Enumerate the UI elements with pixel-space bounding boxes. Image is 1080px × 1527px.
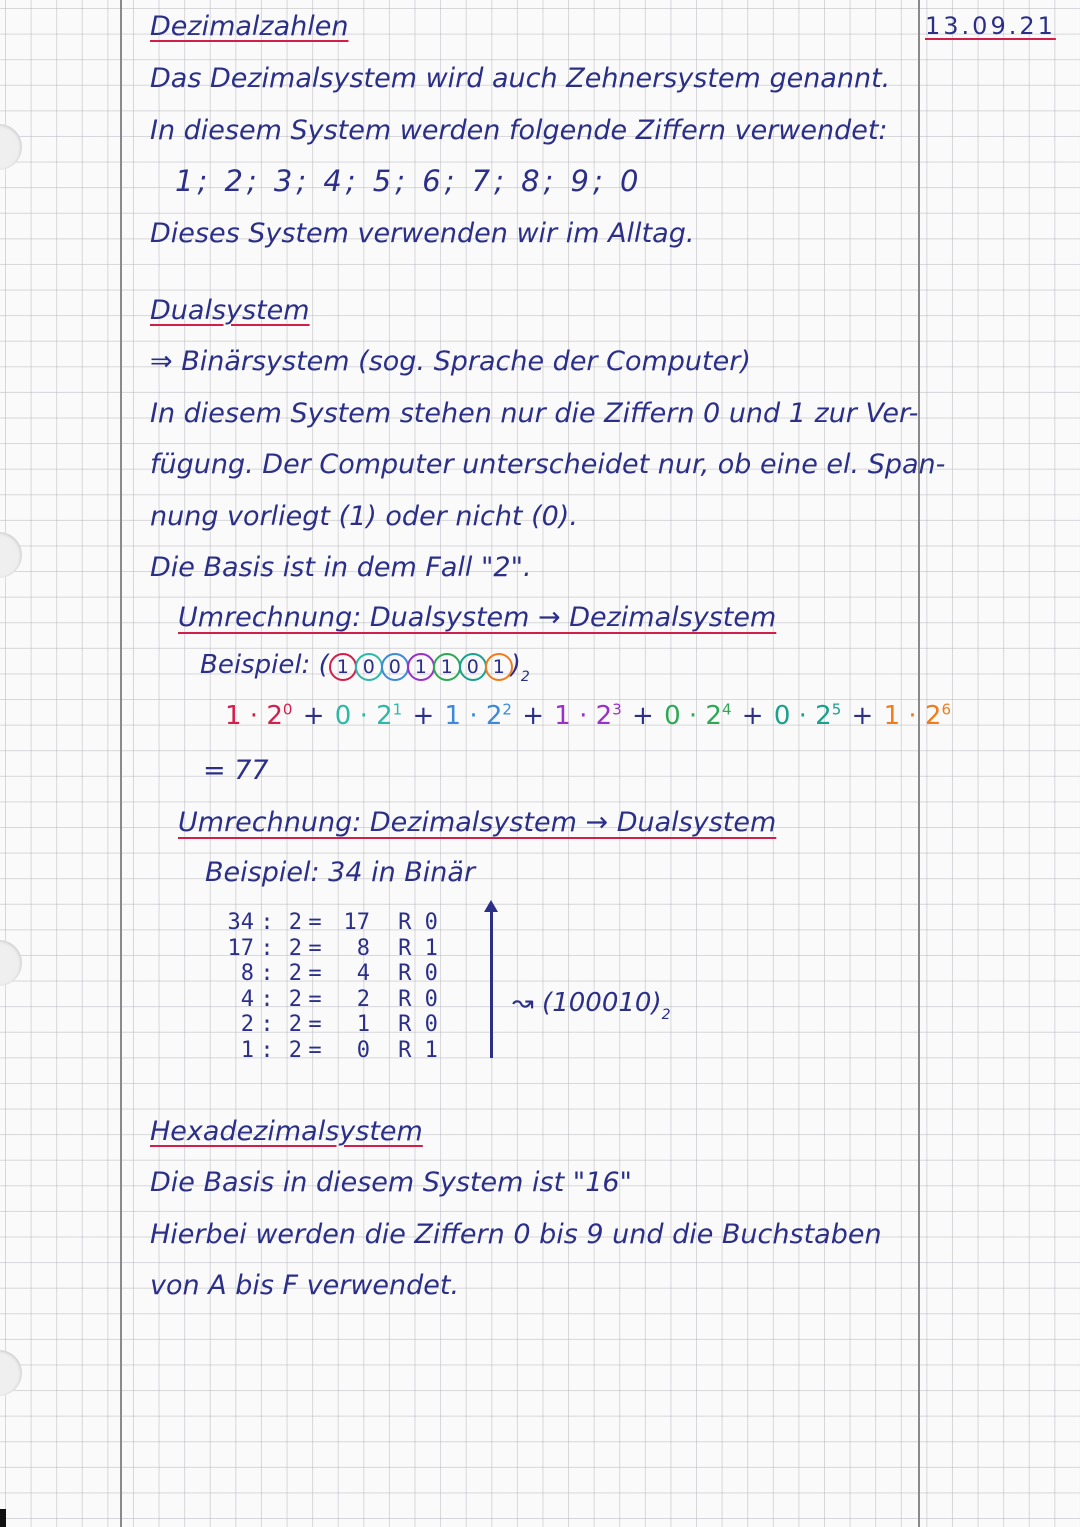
division-cell-op: : xyxy=(260,986,274,1012)
conversion-1-heading: Umrechnung: Dualsystem → Dezimalsystem xyxy=(178,602,777,633)
punch-hole xyxy=(0,124,22,170)
decimal-line-1: Das Dezimalsystem wird auch Zehnersystem genannt. xyxy=(150,63,891,94)
formula-term: $1 \cdot 2^2$ xyxy=(444,700,512,731)
division-table xyxy=(220,910,448,1064)
formula-term: $1 \cdot 2^6$ xyxy=(883,700,952,731)
division-cell-quotient: 4 xyxy=(356,961,370,987)
decimal-line-3: Dieses System verwenden wir im Alltag. xyxy=(150,218,695,249)
arrow-up-icon xyxy=(490,908,493,1058)
punch-hole xyxy=(0,1350,22,1396)
division-cell-divisor: 2 xyxy=(288,935,302,961)
circled-digit: 1 xyxy=(329,653,357,681)
circled-digit: 1 xyxy=(407,653,435,681)
plus-sign: + xyxy=(404,700,443,731)
dual-line-5: Die Basis ist in dem Fall "2". xyxy=(150,552,532,583)
dual-heading: Dualsystem xyxy=(150,295,310,326)
division-cell-divisor: 2 xyxy=(288,1012,302,1038)
division-cell-op: : xyxy=(260,961,274,987)
decimal-digits: 1; 2; 3; 4; 5; 6; 7; 8; 9; 0 xyxy=(175,164,643,198)
formula-term: $1 \cdot 2^0$ xyxy=(225,700,293,731)
division-row xyxy=(220,1038,448,1064)
division-cell-op: : xyxy=(260,1012,274,1038)
formula-term: $0 \cdot 2^1$ xyxy=(334,700,403,731)
division-cell-eq: = xyxy=(308,1012,322,1038)
circled-digit: 0 xyxy=(459,653,487,681)
division-cell-remainder: R 0 xyxy=(398,986,438,1012)
hex-line-3: von A bis F verwendet. xyxy=(150,1270,460,1301)
conversion-1-result: = 77 xyxy=(203,755,269,786)
division-cell-dividend: 34 xyxy=(227,910,254,935)
formula-term: $0 \cdot 2^5$ xyxy=(773,700,842,731)
formula-term: $1 \cdot 2^3$ xyxy=(554,700,622,731)
plus-sign: + xyxy=(513,700,553,731)
division-cell-dividend: 8 xyxy=(240,961,254,987)
dual-line-1: ⇒ Binärsystem (sog. Sprache der Computer) xyxy=(150,346,751,377)
circled-digit: 0 xyxy=(355,653,383,681)
circled-digit: 1 xyxy=(485,653,513,681)
division-row xyxy=(220,987,448,1013)
plus-sign: + xyxy=(623,700,663,731)
circled-binary-number xyxy=(329,650,511,680)
division-cell-op: : xyxy=(260,910,274,935)
division-cell-dividend: 1 xyxy=(240,1037,254,1063)
conversion-1-example: Beispiel: ( 1 0 0 1 1 0 1 )$_2$ xyxy=(200,650,530,685)
division-cell-eq: = xyxy=(308,961,322,987)
dual-line-3: fügung. Der Computer unterscheidet nur, ob eine el. Span- xyxy=(150,449,946,480)
division-cell-divisor: 2 xyxy=(288,910,302,935)
division-cell-op: : xyxy=(260,935,274,961)
punch-hole xyxy=(0,532,22,578)
conversion-2-result xyxy=(512,988,671,1023)
division-cell-quotient: 2 xyxy=(356,986,370,1012)
division-cell-op: : xyxy=(260,1037,274,1063)
plus-sign: + xyxy=(294,700,333,731)
division-row xyxy=(220,961,448,987)
decimal-line-2: In diesem System werden folgende Ziffern verwendet: xyxy=(150,115,888,146)
division-row xyxy=(220,910,448,936)
circled-digit: 0 xyxy=(381,653,409,681)
division-cell-divisor: 2 xyxy=(288,986,302,1012)
division-cell-remainder: R 0 xyxy=(398,910,438,935)
circled-digit: 1 xyxy=(433,653,461,681)
date: 13.09.21 xyxy=(925,12,1056,40)
division-cell-quotient: 1 xyxy=(356,1012,370,1038)
punch-hole xyxy=(0,940,22,986)
example-label: Beispiel: xyxy=(200,650,311,680)
hex-line-1: Die Basis in diesem System ist "16" xyxy=(150,1167,632,1198)
dual-line-2: In diesem System stehen nur die Ziffern 0 und 1 zur Ver- xyxy=(150,398,919,429)
binary-result-subscript: 2 xyxy=(661,1007,671,1023)
division-cell-remainder: R 1 xyxy=(398,935,438,961)
scan-mark xyxy=(0,1509,6,1527)
division-row xyxy=(220,1012,448,1038)
binary-result-value: ↝ (100010) xyxy=(512,988,662,1018)
division-cell-dividend: 17 xyxy=(227,935,254,961)
division-cell-remainder: R 0 xyxy=(398,1012,438,1038)
division-cell-eq: = xyxy=(308,935,322,961)
plus-sign: + xyxy=(733,700,772,731)
division-cell-eq: = xyxy=(308,986,322,1012)
division-cell-remainder: R 0 xyxy=(398,961,438,987)
dual-line-4: nung vorliegt (1) oder nicht (0). xyxy=(150,501,578,532)
division-row xyxy=(220,936,448,962)
right-margin-line xyxy=(918,0,920,1527)
formula-term: $0 \cdot 2^4$ xyxy=(664,700,732,731)
division-cell-quotient: 0 xyxy=(356,1037,370,1063)
division-cell-divisor: 2 xyxy=(288,1037,302,1063)
conversion-1-formula xyxy=(225,700,953,731)
decimal-heading: Dezimalzahlen xyxy=(150,11,349,42)
division-cell-eq: = xyxy=(308,910,322,935)
division-cell-remainder: R 1 xyxy=(398,1037,438,1063)
left-margin-line xyxy=(120,0,122,1527)
division-cell-quotient: 17 xyxy=(343,910,370,935)
conversion-2-heading: Umrechnung: Dezimalsystem → Dualsystem xyxy=(178,807,777,838)
division-cell-divisor: 2 xyxy=(288,961,302,987)
division-cell-dividend: 2 xyxy=(240,1012,254,1038)
division-cell-quotient: 8 xyxy=(356,935,370,961)
hex-line-2: Hierbei werden die Ziffern 0 bis 9 und die Buchstaben xyxy=(150,1219,882,1250)
division-cell-dividend: 4 xyxy=(240,986,254,1012)
plus-sign: + xyxy=(843,700,882,731)
conversion-2-example: Beispiel: 34 in Binär xyxy=(205,857,476,888)
division-cell-eq: = xyxy=(308,1037,322,1063)
hex-heading: Hexadezimalsystem xyxy=(150,1116,423,1147)
base-subscript: 2 xyxy=(520,669,530,685)
